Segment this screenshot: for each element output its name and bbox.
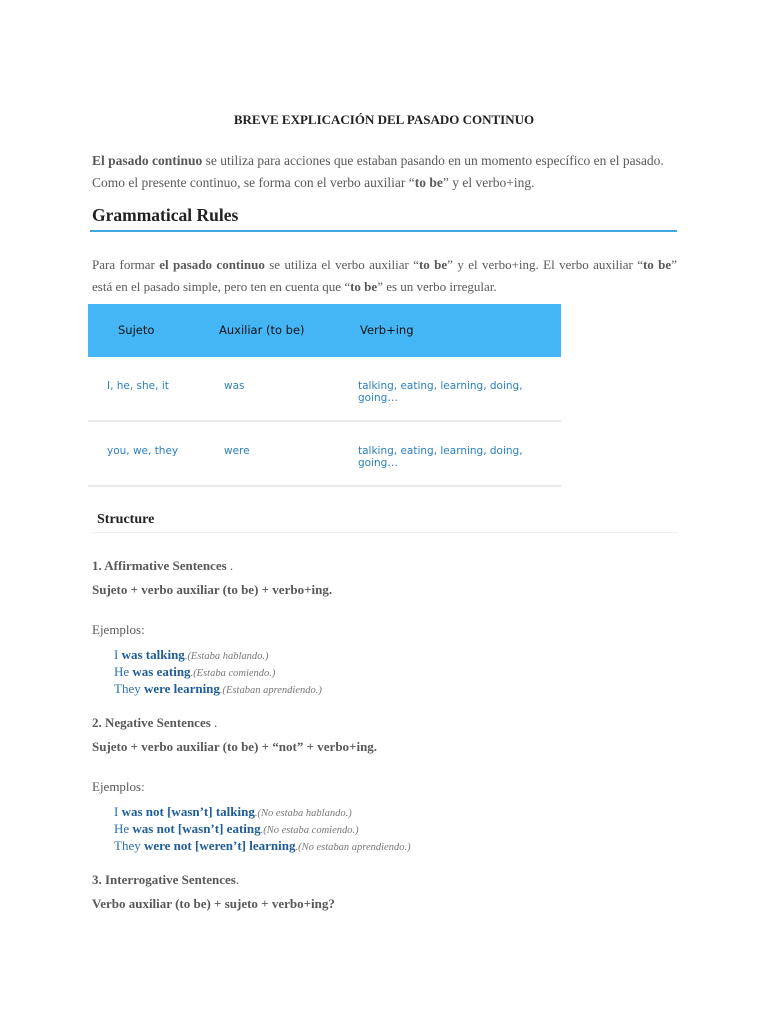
- negative-examples: [114, 804, 411, 855]
- example-verb: were learning: [143, 681, 220, 696]
- table-cell: was: [224, 380, 245, 392]
- example-sentence: [114, 838, 411, 855]
- negative-examples-label: Ejemplos:: [92, 779, 145, 794]
- rules-bold: to be: [418, 257, 448, 272]
- example-translation: .(Estaba hablando.): [184, 651, 269, 662]
- affirmative-examples-label: Ejemplos:: [92, 622, 145, 637]
- section-title: 3. Interrogative Sentences: [92, 872, 236, 887]
- example-verb: was not [wasn’t] eating: [132, 821, 261, 836]
- heading-underline: [90, 230, 677, 232]
- table-row: [88, 422, 561, 487]
- rules-text: ” es un verbo irregular.: [377, 279, 497, 294]
- example-translation: .(Estaban aprendiendo.): [219, 685, 322, 696]
- negative-formula: [92, 739, 377, 755]
- table-header-cell: Auxiliar (to be): [219, 323, 305, 337]
- example-sentence: [114, 647, 322, 664]
- rules-bold: to be: [642, 257, 672, 272]
- interrogative-heading: [92, 872, 239, 888]
- example-subject: They: [114, 681, 144, 696]
- example-sentence: [114, 821, 411, 838]
- interrogative-formula: [92, 896, 335, 912]
- table-cell: talking, eating, learning, doing, going…: [358, 445, 523, 469]
- table-cell: were: [224, 445, 250, 457]
- example-verb: was talking: [121, 647, 185, 662]
- affirmative-formula: [92, 582, 332, 598]
- affirmative-examples: [114, 647, 322, 698]
- example-translation: .(No estaba hablando.): [254, 808, 352, 819]
- rules-text: ” está en el pasado simple, pero ten en cuenta que “: [92, 257, 677, 294]
- table-cell: you, we, they: [107, 445, 179, 457]
- structure-heading: Structure: [97, 512, 155, 527]
- example-translation: .(No estaba comiendo.): [260, 825, 359, 836]
- rules-paragraph: [92, 254, 677, 298]
- intro-text-end: ” y el verbo+ing.: [442, 175, 535, 190]
- intro-bold-tobe: to be: [414, 175, 443, 190]
- example-sentence: [114, 664, 322, 681]
- table-cell: talking, eating, learning, doing, going…: [358, 380, 523, 404]
- section-suffix: .: [235, 872, 240, 887]
- formula-text: Sujeto + verbo auxiliar (to be) + verbo+ing.: [92, 582, 333, 597]
- example-verb: was not [wasn’t] talking: [121, 804, 255, 819]
- formula-text: Sujeto + verbo auxiliar (to be) + “not” + verbo+ing.: [92, 739, 378, 754]
- rules-bold: to be: [350, 279, 378, 294]
- intro-text: se utiliza para acciones que estaban pasando en un momento específico en el pasado. Como el presente continuo, se forma con el verbo auxiliar “: [92, 153, 664, 190]
- formula-text: Verbo auxiliar (to be) + sujeto + verbo+ing?: [92, 896, 335, 911]
- section-suffix: .: [210, 715, 218, 730]
- example-translation: .(Estaba comiendo.): [190, 668, 276, 679]
- example-translation: .(No estaban aprendiendo.): [295, 842, 411, 853]
- rules-text: Para formar: [92, 257, 160, 272]
- example-subject: I: [114, 647, 122, 662]
- rules-bold: el pasado continuo: [159, 257, 265, 272]
- example-subject: They: [114, 838, 144, 853]
- section-suffix: .: [226, 558, 234, 573]
- structure-divider: [92, 532, 677, 533]
- document-title: BREVE EXPLICACIÓN DEL PASADO CONTINUO: [233, 112, 535, 127]
- conjugation-table: [88, 304, 561, 487]
- rules-text: ” y el verbo+ing. El verbo auxiliar “: [447, 257, 643, 272]
- section-title: 2. Negative Sentences: [92, 715, 211, 730]
- intro-paragraph: [92, 150, 682, 194]
- section-title: 1. Affirmative Sentences: [92, 558, 227, 573]
- table-header-cell: Sujeto: [118, 323, 155, 337]
- grammatical-rules-heading: Grammatical Rules: [92, 205, 239, 225]
- table-header-cell: Verb+ing: [360, 323, 414, 337]
- example-verb: was eating: [132, 664, 191, 679]
- table-cell: I, he, she, it: [107, 380, 169, 392]
- affirmative-heading: [92, 558, 233, 574]
- example-sentence: [114, 681, 322, 698]
- example-verb: were not [weren’t] learning: [143, 838, 296, 853]
- rules-text: se utiliza el verbo auxiliar “: [264, 257, 419, 272]
- example-subject: I: [114, 804, 122, 819]
- example-sentence: [114, 804, 411, 821]
- example-subject: He: [114, 821, 133, 836]
- intro-bold-term: El pasado continuo: [92, 153, 203, 168]
- example-subject: He: [114, 664, 133, 679]
- negative-heading: [92, 715, 217, 731]
- table-header: [88, 304, 561, 357]
- table-row: [88, 357, 561, 422]
